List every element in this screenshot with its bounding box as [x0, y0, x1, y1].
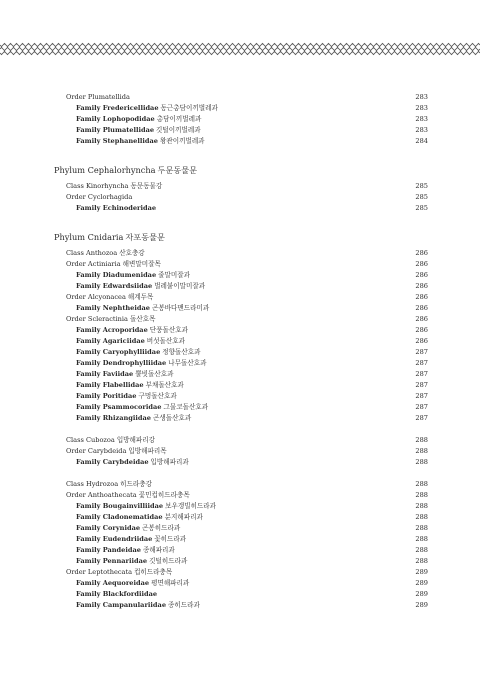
- toc-entry-korean-name: 보우갱빌히드라과: [165, 502, 217, 510]
- toc-entry-korean-name: 깃털히드라과: [149, 557, 188, 565]
- toc-entry: [76, 413, 428, 424]
- toc-entry-name: Family Psammocoridae: [76, 403, 162, 411]
- toc-entry: [76, 534, 428, 545]
- toc-entry: [76, 589, 428, 600]
- toc-entry: [76, 501, 428, 512]
- toc-entry-page-number: 288: [415, 546, 428, 554]
- toc-entry-name: Order Anthoathecata: [66, 491, 137, 499]
- toc-entry-korean-name: 줄말미잘과: [158, 271, 191, 279]
- toc-entry-page-number: 286: [415, 337, 428, 345]
- toc-entry-page-number: 286: [415, 260, 428, 268]
- toc-entry-korean-name: 입방해파리목: [128, 447, 167, 455]
- toc-entry-page-number: 286: [415, 249, 428, 257]
- toc-entry: [76, 457, 428, 468]
- toc-entry: [66, 192, 428, 203]
- toc-entry-page-number: 287: [415, 381, 428, 389]
- toc-entry-name: Order Alcyonacea: [66, 293, 126, 301]
- toc-entry-page-number: 288: [415, 458, 428, 466]
- toc-entry-page-number: 283: [415, 115, 428, 123]
- toc-entry-korean-name: 뿔빗돌산호과: [135, 370, 174, 378]
- toc-entry-korean-name: 돌산호목: [129, 315, 156, 323]
- toc-entry-name: Family Rhizangiidae: [76, 414, 151, 422]
- toc-entry-name: Class Hydrozoa: [66, 480, 119, 488]
- toc-entry-korean-name: 곤봉바다맨드라미과: [151, 304, 210, 312]
- toc-entry-korean-name: 두문동물문: [157, 165, 198, 175]
- toc-entry-page-number: 288: [415, 513, 428, 521]
- toc-entry: [76, 270, 428, 281]
- toc-entry-korean-name: 산호충강: [119, 249, 145, 257]
- toc-entry: [76, 545, 428, 556]
- toc-entry-name: Family Faviidae: [76, 370, 134, 378]
- toc-entry-name: Family Bougainvilliidae: [76, 502, 164, 510]
- toc-entry: [76, 125, 428, 136]
- toc-entry-page-number: 288: [415, 447, 428, 455]
- toc-entry: [66, 181, 428, 192]
- toc-entry-name: Phylum Cephalorhyncha: [54, 165, 156, 175]
- toc-entry-name: Family Acroporidae: [76, 326, 148, 334]
- toc-entry-korean-name: 동근총담이끼벌레과: [160, 104, 218, 112]
- toc-entry-page-number: 286: [415, 326, 428, 334]
- toc-entry: [66, 314, 428, 325]
- toc-entry-page-number: 287: [415, 403, 428, 411]
- toc-entry-page-number: 288: [415, 436, 428, 444]
- toc-entry: [66, 446, 428, 457]
- toc-entry-name: Family Agariciidae: [76, 337, 145, 345]
- toc-entry-name: Family Plumatellidae: [76, 126, 155, 134]
- toc-entry: [66, 479, 428, 490]
- toc-entry-korean-name: 그물코돌산호과: [163, 403, 209, 411]
- toc-entry-name: Order Cyclorhagida: [66, 193, 133, 201]
- toc-entry-korean-name: 꽃민컵히드라충목: [138, 491, 190, 499]
- toc-entry: [76, 347, 428, 358]
- toc-entry-name: Family Poritidae: [76, 392, 137, 400]
- toc-entry-page-number: 286: [415, 304, 428, 312]
- toc-entry-page-number: 287: [415, 370, 428, 378]
- toc-entry: [76, 281, 428, 292]
- toc-entry-name: Family Lophopodidae: [76, 115, 155, 123]
- toc-entry-name: Phylum Cnidaria: [54, 232, 124, 242]
- toc-entry: [76, 358, 428, 369]
- toc-entry-page-number: 289: [415, 590, 428, 598]
- toc-entry-name: Family Fredericellidae: [76, 104, 159, 112]
- toc-entry-korean-name: 입방해파리과: [150, 458, 189, 466]
- toc-entry-page-number: 288: [415, 502, 428, 510]
- toc-entry-name: Family Caryophylliidae: [76, 348, 161, 356]
- toc-entry-page-number: 287: [415, 414, 428, 422]
- toc-entry: [66, 259, 428, 270]
- toc-entry-korean-name: 입방해파리강: [116, 436, 156, 444]
- toc-entry-korean-name: 왕관이끼벌레과: [159, 137, 205, 145]
- toc-entry-page-number: 287: [415, 348, 428, 356]
- toc-entry-name: Family Diadumenidae: [76, 271, 157, 279]
- toc-entry: [76, 391, 428, 402]
- toc-phylum-heading: [54, 231, 428, 244]
- toc-entry-korean-name: 총담이끼벌레과: [156, 115, 202, 123]
- decorative-wave-border: [0, 40, 480, 58]
- toc-entry-korean-name: 종히드라과: [168, 601, 200, 609]
- toc-entry-korean-name: 평면해파리과: [151, 579, 190, 587]
- toc-entry-korean-name: 단풍돌산호과: [149, 326, 188, 334]
- toc-entry: [66, 490, 428, 501]
- toc-entry: [76, 600, 428, 611]
- toc-entry-korean-name: 깃털이끼벌레과: [156, 126, 201, 134]
- toc-entry: [76, 369, 428, 380]
- toc-entry-name: Family Edwardsiidae: [76, 282, 153, 290]
- toc-entry-page-number: 289: [415, 579, 428, 587]
- toc-entry-name: Family Stephanellidae: [76, 137, 158, 145]
- toc-entry-page-number: 288: [415, 524, 428, 532]
- toc-entry-page-number: 288: [415, 480, 428, 488]
- toc-entry-name: Family Corynidae: [76, 524, 141, 532]
- toc-entry-page-number: 283: [415, 104, 428, 112]
- toc-entry-korean-name: 꽃히드라과: [154, 535, 187, 543]
- toc-entry-page-number: 288: [415, 557, 428, 565]
- toc-entry-name: Family Carybdeidae: [76, 458, 149, 466]
- toc-entry-korean-name: 나무돌산호과: [168, 359, 207, 367]
- toc-entry-page-number: 285: [415, 193, 428, 201]
- toc-entry-name: Family Aequoreidae: [76, 579, 150, 587]
- toc-entry-name: Family Flabellidae: [76, 381, 144, 389]
- toc-entry-name: Order Scleractinia: [66, 315, 128, 323]
- toc-entry-name: Family Dendrophylliidae: [76, 359, 167, 367]
- toc-entry-name: Family Pennariidae: [76, 557, 148, 565]
- toc-entry-korean-name: 해변말미잘목: [122, 260, 161, 268]
- toc-entry-page-number: 286: [415, 315, 428, 323]
- toc-entry-name: Class Anthozoa: [66, 249, 118, 257]
- toc-entry-korean-name: 곤봉히드라과: [142, 524, 181, 532]
- toc-entry-page-number: 283: [415, 126, 428, 134]
- toc-entry: [76, 380, 428, 391]
- toc-entry-name: Family Echinoderidae: [76, 204, 157, 212]
- toc-entry-page-number: 288: [415, 535, 428, 543]
- toc-entry-name: Order Carybdeida: [66, 447, 127, 455]
- toc-entry: [76, 203, 428, 214]
- toc-entry: [66, 292, 428, 303]
- toc-entry-name: Order Actiniaria: [66, 260, 121, 268]
- toc-entry: [76, 578, 428, 589]
- toc-entry-korean-name: 동문동물강: [130, 182, 163, 190]
- toc-entry-name: Family Eudendriidae: [76, 535, 153, 543]
- toc-entry: [76, 114, 428, 125]
- toc-entry-korean-name: 히드라충강: [120, 480, 153, 488]
- toc-entry-korean-name: 해계두목: [127, 293, 154, 301]
- toc-entry-name: Class Kinorhyncha: [66, 182, 129, 190]
- toc-entry: [66, 248, 428, 259]
- toc-entry-name: Order Plumatellida: [66, 93, 130, 101]
- toc-entry: [76, 523, 428, 534]
- toc-entry: [66, 92, 428, 103]
- toc-entry: [76, 556, 428, 567]
- toc-entry-name: Class Cubozoa: [66, 436, 115, 444]
- toc-entry-page-number: 285: [415, 204, 428, 212]
- toc-entry-name: Family Nephtheidae: [76, 304, 150, 312]
- toc-entry-page-number: 286: [415, 271, 428, 279]
- toc-entry-page-number: 286: [415, 282, 428, 290]
- toc-entry: [66, 567, 428, 578]
- toc-entry-korean-name: 구멍돌산호과: [138, 392, 177, 400]
- toc-entry: [76, 512, 428, 523]
- toc-entry-name: Family Pandeidae: [76, 546, 141, 554]
- toc-entry-page-number: 288: [415, 491, 428, 499]
- toc-entry-page-number: 287: [415, 392, 428, 400]
- toc-entry: [76, 336, 428, 347]
- toc-entry-page-number: 289: [415, 601, 428, 609]
- toc-entry-page-number: 284: [415, 137, 428, 145]
- toc-entry-korean-name: 버섯돌산호과: [146, 337, 186, 345]
- toc-entry-page-number: 289: [415, 568, 428, 576]
- toc-entry-korean-name: 자포동물문: [125, 232, 165, 242]
- toc-entry: [76, 402, 428, 413]
- toc-entry-korean-name: 정향돌산호과: [162, 348, 201, 356]
- toc-entry-korean-name: 분지해파리과: [164, 513, 203, 521]
- toc-entry: [76, 103, 428, 114]
- toc-entry-korean-name: 곤생돌산호과: [153, 414, 192, 422]
- toc-entry-korean-name: 부채돌산호과: [145, 381, 184, 389]
- toc-entry-name: Family Blackfordiidae: [76, 590, 158, 598]
- toc-entry-name: Family Cladonematidae: [76, 513, 163, 521]
- toc-entry: [66, 435, 428, 446]
- toc-entry-page-number: 287: [415, 359, 428, 367]
- toc-entry-name: Family Campanulariidae: [76, 601, 167, 609]
- toc-entry-page-number: 285: [415, 182, 428, 190]
- toc-entry: [76, 325, 428, 336]
- toc-phylum-heading: [54, 164, 428, 177]
- toc-entry-korean-name: 종해파리과: [142, 546, 175, 554]
- toc-entry: [76, 303, 428, 314]
- toc-entry-korean-name: 컵히드라충목: [134, 568, 173, 576]
- toc-entry-name: Order Leptothecata: [66, 568, 133, 576]
- toc-entry-page-number: 286: [415, 293, 428, 301]
- toc-entry: [76, 136, 428, 147]
- toc-entry-page-number: 283: [415, 93, 428, 101]
- toc-entry-korean-name: 벌레붙이말미잘과: [154, 282, 206, 290]
